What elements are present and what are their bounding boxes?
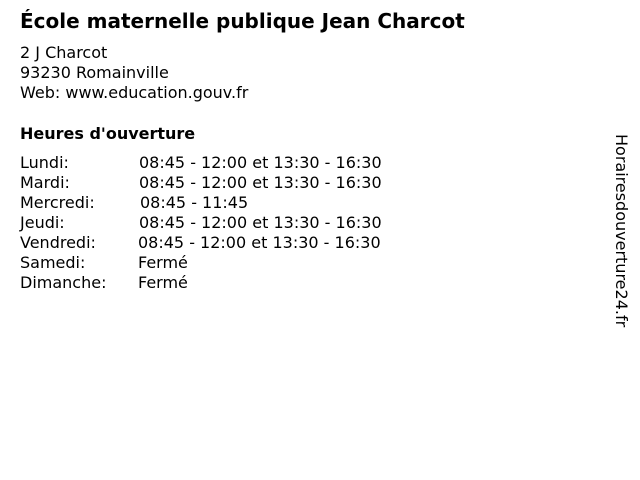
day-label: Mercredi: <box>20 193 95 212</box>
site-watermark: Horairesdouverture24.fr <box>612 134 631 328</box>
day-label: Mardi: <box>20 173 70 192</box>
website-line[interactable]: Web: www.education.gouv.fr <box>20 83 249 102</box>
time-value: 08:45 - 11:45 <box>140 193 249 212</box>
time-value: 08:45 - 12:00 et 13:30 - 16:30 <box>139 173 382 192</box>
day-label: Dimanche: <box>20 273 107 292</box>
hours-heading: Heures d'ouverture <box>20 124 196 143</box>
page-title: École maternelle publique Jean Charcot <box>20 9 465 33</box>
day-label: Vendredi: <box>20 233 96 252</box>
time-value: 08:45 - 12:00 et 13:30 - 16:30 <box>138 233 381 252</box>
time-value: Fermé <box>138 253 188 272</box>
address-street: 2 J Charcot <box>20 43 108 62</box>
time-value: 08:45 - 12:00 et 13:30 - 16:30 <box>139 213 382 232</box>
day-label: Jeudi: <box>20 213 65 232</box>
day-label: Lundi: <box>20 153 69 172</box>
time-value: 08:45 - 12:00 et 13:30 - 16:30 <box>139 153 382 172</box>
time-value: Fermé <box>138 273 188 292</box>
address-block <box>20 43 248 103</box>
address-city: 93230 Romainville <box>20 63 169 82</box>
day-label: Samedi: <box>20 253 86 272</box>
